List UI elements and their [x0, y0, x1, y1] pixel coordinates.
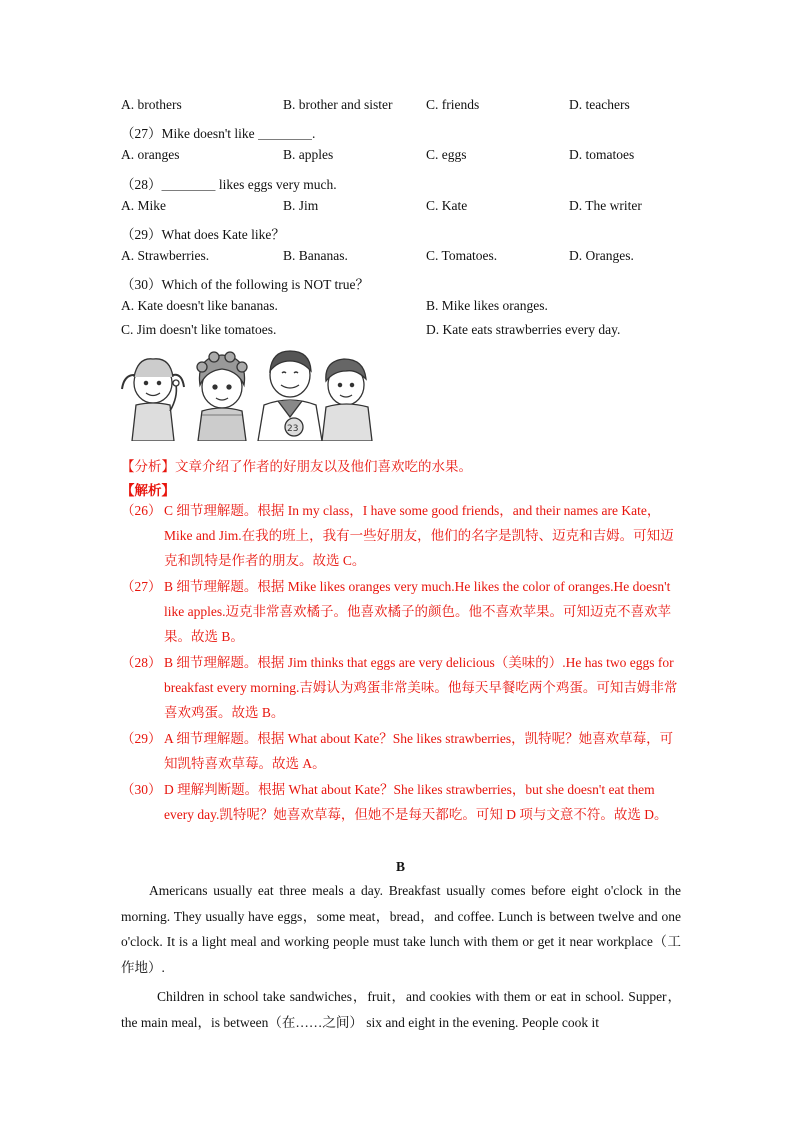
- analysis-heading: 【解析】: [121, 483, 175, 498]
- passage-paragraph-1: Americans usually eat three meals a day. Breakfast usually comes before eight o'clock in the morning. They usually have eggs，some meat，bread，and coffee. Lunch is between twelve and one o'clock. It is a light meal and working people must take lunch with them or get it near workplace（工作地）.: [121, 883, 681, 975]
- q26-option-b: B. brother and sister: [283, 97, 393, 112]
- q30-option-c: C. Jim doesn't like tomatoes.: [121, 322, 277, 337]
- q28-option-b: B. Jim: [283, 198, 319, 213]
- q26-option-d: D. teachers: [569, 97, 630, 112]
- analysis-item-text: D 理解判断题。根据 What about Kate？She likes strawberries，but she doesn't eat them every day.凯特呢？她喜欢草莓，但她不是每天都吃。可知 D 项与文意不符。故选 D。: [164, 782, 668, 822]
- q29-option-b: B. Bananas.: [283, 248, 348, 263]
- boy-with-scarf-figure: [258, 351, 322, 441]
- analysis-item-27: [121, 574, 683, 649]
- girl-pointing-figure: [122, 359, 184, 441]
- analysis-item-text: A 细节理解题。根据 What about Kate？She likes strawberries，凯特呢？她喜欢草莓，可知凯特喜欢草莓。故选 A。: [164, 731, 674, 771]
- boy-side-figure: [322, 359, 372, 441]
- analysis-item-text: C 细节理解题。根据 In my class，I have some good friends，and their names are Kate，Mike and Jim.在我的班上，我有一些好朋友，他们的名字是凯特、迈克和吉姆。可知迈克和凯特是作者的朋友。故选 C。: [164, 503, 674, 568]
- q30-option-d: D. Kate eats strawberries every day.: [426, 322, 621, 337]
- q27-option-c: C. eggs: [426, 147, 467, 162]
- q28-option-c: C. Kate: [426, 198, 468, 213]
- q30-option-a: A. Kate doesn't like bananas.: [121, 298, 278, 313]
- analysis-item-26: [121, 498, 683, 573]
- q29-option-a: A. Strawberries.: [121, 248, 210, 263]
- q28-option-d: D. The writer: [569, 198, 642, 213]
- q29-option-c: C. Tomatoes.: [426, 248, 498, 263]
- q27-option-b: B. apples: [283, 147, 334, 162]
- section-b-heading: B: [396, 859, 406, 874]
- four-children-illustration: [118, 345, 376, 441]
- q29-stem: （29）What does Kate like？: [121, 227, 285, 242]
- analysis-item-number: （27）: [121, 579, 162, 594]
- section-b-passage: [121, 878, 681, 1035]
- analysis-item-28: [121, 650, 683, 725]
- q27-option-d: D. tomatoes: [569, 147, 635, 162]
- curly-hair-girl-figure: [197, 352, 247, 441]
- q30-stem: （30）Which of the following is NOT true？: [121, 277, 369, 292]
- q26-option-a: A. brothers: [121, 97, 182, 112]
- q30-option-b: B. Mike likes oranges.: [426, 298, 548, 313]
- q29-option-d: D. Oranges.: [569, 248, 634, 263]
- analysis-item-29: [121, 726, 683, 776]
- q27-option-a: A. oranges: [121, 147, 180, 162]
- q27-stem: （27）Mike doesn't like ＿＿＿＿.: [121, 126, 316, 141]
- analysis-list: [121, 498, 683, 828]
- passage-paragraph-2: Children in school take sandwiches，fruit，and cookies with them or eat in school. Supper，the main meal，is between（在……之间） six and eight in the evening. People cook it: [121, 989, 681, 1030]
- q26-option-c: C. friends: [426, 97, 480, 112]
- analysis-item-number: （28）: [121, 655, 162, 670]
- analysis-item-number: （30）: [121, 782, 162, 797]
- q28-option-a: A. Mike: [121, 198, 166, 213]
- q28-stem: （28）＿＿＿＿ likes eggs very much.: [121, 177, 337, 192]
- shirt-number: 23: [287, 424, 299, 434]
- analysis-item-text: B 细节理解题。根据 Mike likes oranges very much.He likes the color of oranges.He doesn't like apples.迈克非常喜欢橘子。他喜欢橘子的颜色。他不喜欢苹果。可知迈克不喜欢苹果。故选 B。: [164, 579, 671, 644]
- analysis-item-30: [121, 777, 683, 827]
- analysis-summary: 【分析】文章介绍了作者的好朋友以及他们喜欢吃的水果。: [121, 459, 472, 474]
- analysis-item-number: （26）: [121, 503, 162, 518]
- analysis-item-number: （29）: [121, 731, 162, 746]
- analysis-item-text: B 细节理解题。根据 Jim thinks that eggs are very delicious（美味的）.He has two eggs for breakfast every morning.吉姆认为鸡蛋非常美味。他每天早餐吃两个鸡蛋。可知吉姆非常喜欢鸡蛋。故选 B。: [164, 655, 678, 720]
